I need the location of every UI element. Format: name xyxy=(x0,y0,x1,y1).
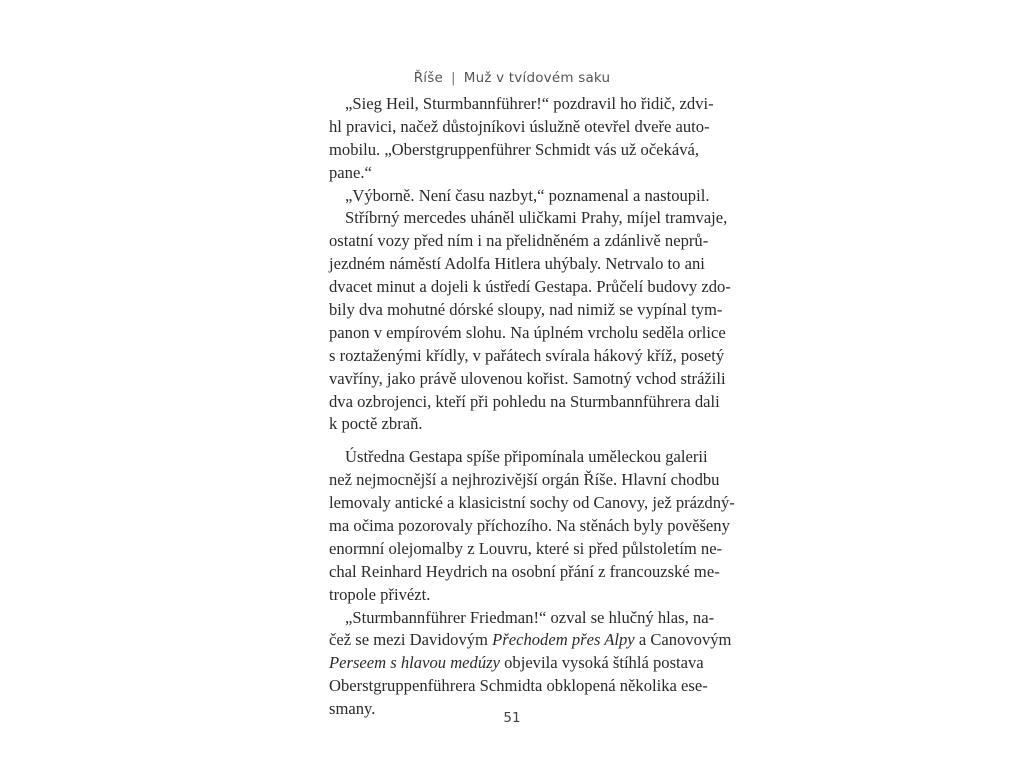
italic-title: Perseem s hlavou medúzy xyxy=(329,653,500,673)
text-line xyxy=(329,230,709,253)
text-segment: chal Reinhard Heydrich na osobní přání z francouzské me- xyxy=(329,561,720,581)
text-segment: dva ozbrojenci, kteří při pohledu na Sturmbannführera dali xyxy=(329,391,720,411)
text-segment: Oberstgruppenführera Schmidta obklopená několika ese- xyxy=(329,676,708,696)
book-title: Říše xyxy=(413,70,443,86)
text-line xyxy=(329,607,715,630)
text-line xyxy=(329,185,710,208)
text-segment: objevila vysoká štíhlá postava xyxy=(499,653,704,673)
text-segment: Stříbrný mercedes uháněl uličkami Prahy, míjel tramvaje, xyxy=(345,208,728,228)
text-segment: s roztaženými křídly, v pařátech svírala hákový kříž, posetý xyxy=(329,345,725,365)
text-segment: hl pravici, načež důstojníkovi úslužně otevřel dveře auto- xyxy=(329,116,710,136)
text-line xyxy=(329,299,723,322)
text-segment: ostatní vozy před ním i na přelidněném a zdánlivě neprů- xyxy=(329,231,709,251)
italic-title: Přechodem přes Alpy xyxy=(492,630,635,650)
text-line xyxy=(329,207,728,230)
text-segment: enormní olejomalby z Louvru, které si před půlstoletím ne- xyxy=(329,538,723,558)
text-line xyxy=(329,93,714,116)
text-line xyxy=(329,345,725,368)
text-line xyxy=(329,675,708,698)
text-line xyxy=(329,469,720,492)
page-number: 51 xyxy=(503,710,521,726)
running-header xyxy=(0,70,1024,86)
text-segment: dvacet minut a dojeli k ústředí Gestapa. Průčelí budovy zdo- xyxy=(329,277,731,297)
text-segment: a Canovovým xyxy=(634,630,732,650)
text-segment: mobilu. „Oberstgruppenführer Schmidt vás už očekává, xyxy=(329,139,700,159)
text-line xyxy=(329,368,726,391)
header-separator: | xyxy=(451,70,456,86)
text-segment: tropole přivézt. xyxy=(329,584,431,604)
text-line xyxy=(329,276,731,299)
text-segment: pane.“ xyxy=(329,162,372,182)
text-segment: čež se mezi Davidovým xyxy=(329,630,493,650)
text-line xyxy=(329,446,708,469)
text-segment: „Výborně. Není času nazbyt,“ poznamenal a nastoupil. xyxy=(345,185,710,205)
text-segment: smany. xyxy=(329,699,376,719)
text-segment: k poctě zbraň. xyxy=(329,414,423,434)
text-line xyxy=(329,629,732,652)
text-line xyxy=(329,322,726,345)
text-segment: ma očima pozorovaly příchozího. Na stěnách byly pověšeny xyxy=(329,516,730,536)
chapter-title: Muž v tvídovém saku xyxy=(463,70,611,86)
text-line xyxy=(329,413,698,436)
text-segment: než nejmocnější a nejhrozivější orgán Říše. Hlavní chodbu xyxy=(329,470,720,490)
text-line xyxy=(329,162,698,185)
text-segment: „Sturmbannführer Friedman!“ ozval se hlučný hlas, na- xyxy=(345,607,715,627)
text-line xyxy=(329,584,698,607)
text-line xyxy=(329,139,698,162)
text-segment: „Sieg Heil, Sturmbannführer!“ pozdravil ho řidič, zdvi- xyxy=(345,94,714,113)
text-line xyxy=(329,391,720,414)
text-line xyxy=(329,652,704,675)
text-line xyxy=(329,492,735,515)
text-line xyxy=(329,116,710,139)
text-segment: jezdném náměstí Adolfa Hitlera uhýbaly. Netrvalo to ani xyxy=(329,254,705,274)
text-segment: bily dva mohutné dórské sloupy, nad nimiž se vypínal tym- xyxy=(329,300,723,320)
text-segment: Ústředna Gestapa spíše připomínala uměleckou galerii xyxy=(345,447,708,467)
text-line xyxy=(329,253,705,276)
body-text xyxy=(329,93,735,721)
text-segment: lemovaly antické a klasicistní sochy od Canovy, jež prázdný- xyxy=(329,493,735,513)
text-segment: panon v empírovém slohu. Na úplném vrcholu seděla orlice xyxy=(329,322,726,342)
text-line xyxy=(329,561,720,584)
text-line xyxy=(329,515,730,538)
text-segment: vavříny, jako právě ulovenou kořist. Samotný vchod strážili xyxy=(329,368,726,388)
text-line xyxy=(329,538,723,561)
